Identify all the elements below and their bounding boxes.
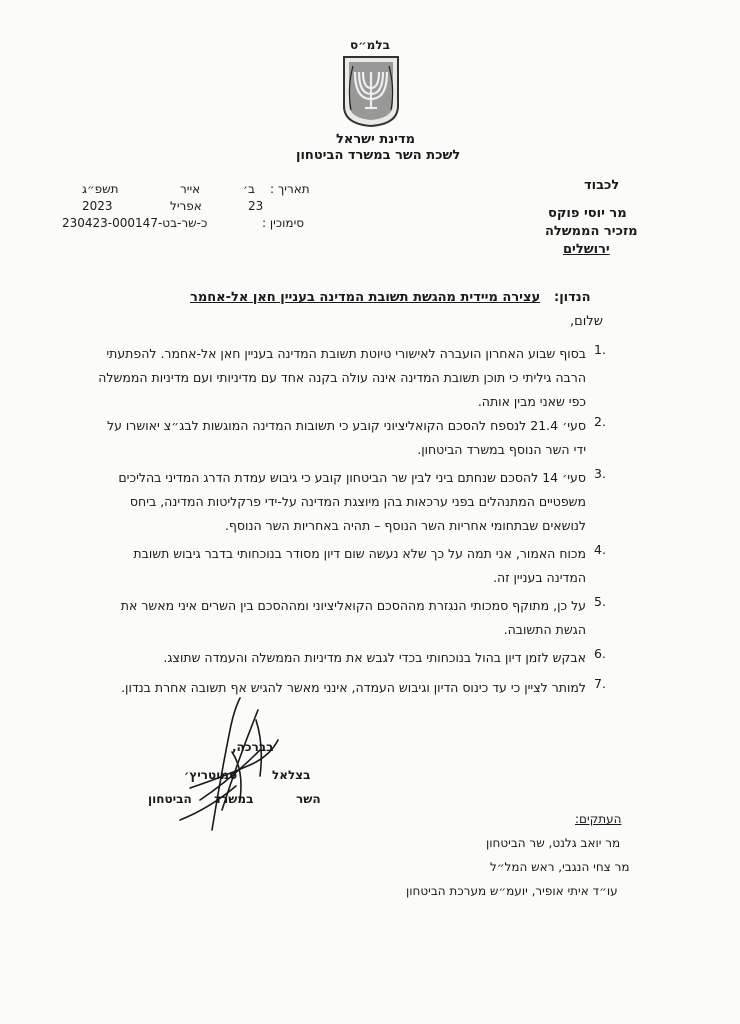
org-name: מדינת ישראל <box>336 132 416 147</box>
addressee-honorific: לכבוד <box>584 178 620 193</box>
org-office: לשכת השר במשרד הביטחון <box>296 148 461 163</box>
copy-recipient: עו״ד איתי אופיר, יועמ״ש מערכת הביטחון <box>406 884 618 898</box>
paragraph-number: 4. <box>594 542 606 557</box>
handwritten-signature <box>160 690 300 840</box>
state-emblem-icon <box>341 54 401 128</box>
closing-regards: בברכה, <box>232 740 274 754</box>
classification-mark: בלמ״ס <box>350 38 390 52</box>
paragraph-2: סעי׳ 21.4 לנספח להסכם הקואליציוני קובע כי תשובות המדינה המוגשות לבג״צ יאושרו על ידי השר הנוסף במשרד הביטחון. <box>106 418 586 457</box>
hebrew-month: אייר <box>180 182 201 196</box>
reference-number: כ-שר-בט-230423-000147 <box>62 216 208 230</box>
paragraph-number: 2. <box>594 414 606 429</box>
hebrew-year: תשפ״ג <box>82 182 119 196</box>
paragraph-1: בסוף שבוע האחרון הועברה לאישורי טיוטת תשובת המדינה בעניין חאן אל-אחמר. להפתעתי הרבה גיליתי כי תוכן תשובת המדינה אינה עולה בקנה אחד עם מדיניותי ועם מדיניות הממשלה כפי שאני מבין אותה. <box>98 346 586 409</box>
subject-label: הנדון: <box>554 290 591 305</box>
addressee-title: מזכיר הממשלה <box>545 224 638 239</box>
greg-year: 2023 <box>82 199 113 213</box>
signer-title-word: השר <box>296 792 321 806</box>
date-label: תאריך : <box>270 182 310 196</box>
paragraph-number: 6. <box>594 646 606 661</box>
copy-recipient: מר צחי הנגבי, ראש המל״ל <box>490 860 630 874</box>
signer-first-name: בצלאל <box>272 768 311 782</box>
signer-title-word: הביטחון <box>148 792 192 806</box>
paragraph-number: 7. <box>594 676 606 691</box>
copy-recipient: מר יואב גלנט, שר הביטחון <box>486 836 621 850</box>
addressee-name: מר יוסי פוקס <box>548 206 627 221</box>
signer-last-name: סמוטריץ׳ <box>184 768 238 782</box>
copies-label: העתקים: <box>575 812 622 826</box>
paragraph-3: סעי׳ 14 להסכם שנחתם ביני לבין שר הביטחון קובע כי גיבוש עמדת הדרג המדיני בהליכים משפטיים המתנהלים בפני ערכאות בהן מיוצגת המדינה על-ידי פרקליטות המדינה, ביחס לנושאים שבתחומי אחריות השר הנוסף – תהיה באחריות השר הנוסף. <box>118 470 586 533</box>
greg-month: אפריל <box>170 199 202 213</box>
greg-day: 23 <box>248 199 264 213</box>
paragraph-4: מכוח האמור, אני תמה על כך שלא נעשה שום דיון מסודר בנוכחותי בדבר גיבוש תשובת המדינה בעניין זה. <box>133 546 586 585</box>
subject-text: עצירה מיידית מהגשת תשובת המדינה בעניין חאן אל-אחמר <box>190 290 541 305</box>
addressee-city: ירושלים <box>563 242 610 257</box>
reference-label: סימוכין : <box>262 216 305 230</box>
paragraph-6: אבקש לזמן דיון בהול בנוכחותי בכדי לגבש את מדיניות הממשלה והעמדה שתוצג. <box>163 650 586 665</box>
paragraph-number: 3. <box>594 466 606 481</box>
greeting: שלום, <box>570 314 603 329</box>
paragraph-number: 5. <box>594 594 606 609</box>
paragraph-7: למותר לציין כי עד כינוס הדיון וגיבוש העמדה, אינני מאשר להגיש אף תשובה אחרת בנדון. <box>121 680 586 695</box>
paragraph-number: 1. <box>594 342 606 357</box>
hebrew-day: ב׳ <box>243 182 255 196</box>
signer-title-word: במשרד <box>214 792 254 806</box>
paragraph-5: על כן, מתוקף סמכותי הנגזרת מההסכם הקואליציוני ומההסכם בין השרים איני מאשר את הגשת התשובה. <box>120 598 586 637</box>
